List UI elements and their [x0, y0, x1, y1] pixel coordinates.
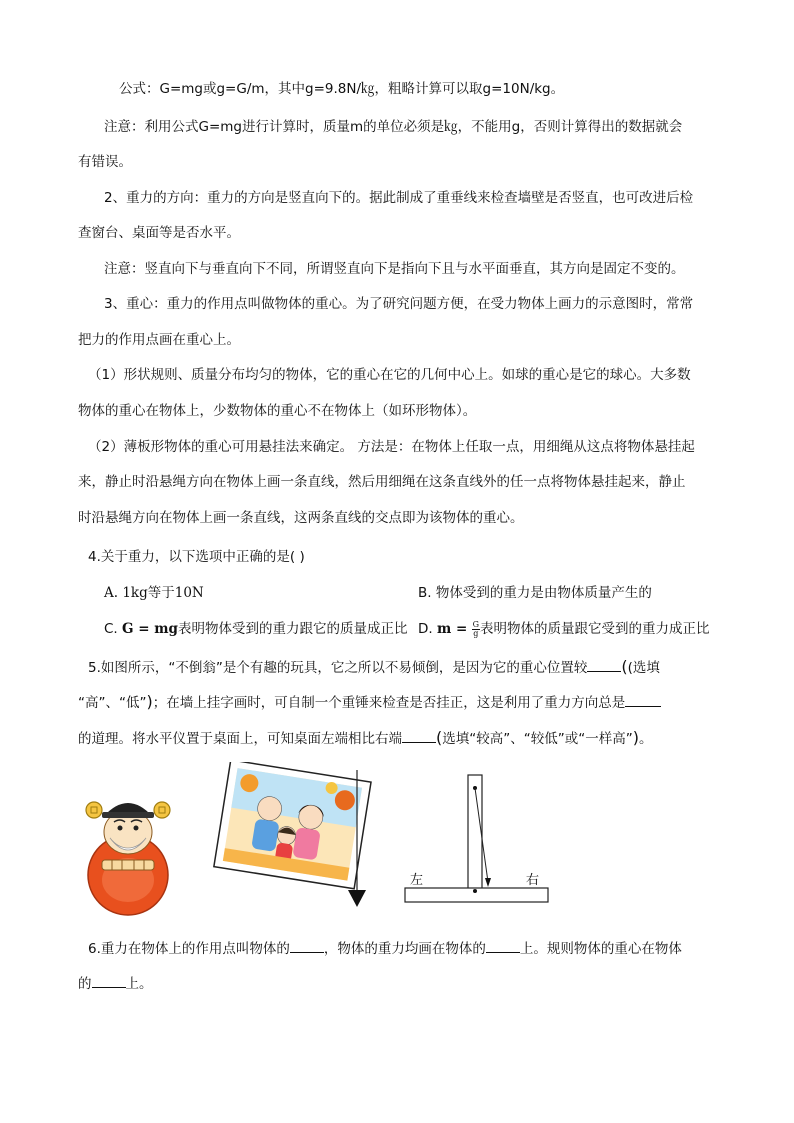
center-of-gravity: 3、重心：重力的作用点叫做物体的重心。为了研究问题方便，在受力物体上画力的示意图时，常常 — [104, 296, 694, 312]
q4-option-d[interactable] — [418, 619, 709, 639]
suspension-method-para: （2）薄板形物体的重心可用悬挂法来确定。 方法是：在物体上任取一点，用细绳从这点将物体悬挂起 — [88, 439, 695, 455]
q6-stem-2: ，物体的重力均画在物体的 — [323, 941, 486, 957]
q4-option-d-text: 表明物体的质量跟它受到的重力成正比 — [479, 621, 710, 637]
q5-paren-close-1: ) — [146, 692, 153, 711]
level-on-table-figure — [400, 770, 555, 910]
q6-stem-4: 的 — [78, 976, 92, 992]
q5-blank-3[interactable] — [402, 728, 436, 743]
q5-paren-open-3: ( — [436, 728, 443, 747]
q4-option-a[interactable]: A. 1kg等于10N — [104, 585, 204, 601]
gravity-direction-cont: 查窗台、桌面等是否水平。 — [78, 225, 240, 241]
q5-paren-open-1: ( — [621, 657, 628, 676]
level-upright — [468, 775, 482, 890]
note-mass-unit-cont: 有错误。 — [78, 154, 132, 170]
table-right-label: 右 — [526, 873, 540, 888]
q5-stem-3: 的道理。将水平仪置于桌面上，可知桌面左端相比右端 — [78, 731, 402, 747]
q6-stem-1: 6.重力在物体上的作用点叫物体的 — [88, 941, 290, 957]
formula-line: 公式：G=mg或g=G/m，其中g=9.8N/㎏，粗略计算可以取g=10N/kg。 — [119, 81, 565, 97]
q6-blank-3[interactable] — [92, 973, 126, 988]
q6-stem-3: 上。规则物体的重心在物体 — [519, 941, 682, 957]
q4-option-b[interactable]: B. 物体受到的重力是由物体质量产生的 — [418, 585, 652, 601]
hanging-picture-figure — [205, 762, 380, 917]
center-of-gravity-cont: 把力的作用点画在重心上。 — [78, 332, 240, 348]
suspension-method-para-3: 时沿悬绳方向在物体上画一条直线，这两条直线的交点即为该物体的重心。 — [78, 510, 524, 526]
q4-option-d-lhs: m = — [436, 621, 468, 637]
gravity-direction: 2、重力的方向：重力的方向是竖直向下的。据此制成了重垂线来检查墙壁是否竖直，也可改进后检 — [104, 190, 694, 206]
q5-line-2 — [78, 692, 661, 713]
q5-select-hint-3: 选填“较高”、“较低”或“一样高” — [442, 731, 633, 747]
q5-line-3: 的道理。将水平仪置于桌面上，可知桌面左端相比右端 (选填“较高”、“较低”或“一样高”)。 — [78, 728, 653, 747]
q6-blank-1[interactable] — [290, 938, 324, 953]
q6-stem-5: 上。 — [125, 976, 153, 992]
q6-line-1 — [88, 938, 682, 959]
q4-option-d-prefix: D. — [418, 621, 433, 637]
suspension-method-para-2: 来，静止时沿悬绳方向在物体上画一条直线，然后用细绳在这条直线外的任一点将物体悬挂起来，静止 — [78, 474, 686, 490]
q6-line-2 — [78, 973, 153, 994]
regular-shape-para: （1）形状规则、质量分布均匀的物体，它的重心在它的几何中心上。如球的重心是它的球心。大多数 — [88, 367, 691, 383]
q4-option-d-numerator: G — [472, 619, 479, 629]
q4-option-c-formula: G = mg — [122, 621, 178, 637]
q5-stem-2: ；在墙上挂字画时，可自制一个重锤来检查是否挂正，这是利用了重力方向总是 — [152, 695, 626, 711]
q4-stem: 4.关于重力，以下选项中正确的是( ) — [88, 549, 305, 565]
q4-option-c-prefix: C. — [104, 621, 118, 637]
plumb-weight — [348, 890, 366, 907]
q4-option-d-denominator: g — [473, 628, 479, 638]
q5-blank-2[interactable] — [625, 692, 661, 707]
q5-stem: 5.如图所示，“不倒翁”是个有趣的玩具，它之所以不易倾倒，是因为它的重心位置较 — [88, 660, 588, 676]
q5-select-hint: (选填 — [627, 660, 660, 676]
level-bob — [485, 878, 491, 887]
note-mass-unit: 注意：利用公式G=mg进行计算时，质量m的单位必须是㎏，不能用g，否则计算得出的数据就会 — [104, 119, 683, 135]
q4-option-c-text: 表明物体受到的重力跟它的质量成正比 — [177, 621, 408, 637]
note-vertical: 注意：竖直向下与垂直向下不同，所谓竖直向下是指向下且与水平面垂直，其方向是固定不变的。 — [104, 261, 685, 277]
q6-blank-2[interactable] — [486, 938, 520, 953]
q5-options-high-low: “高”、“低” — [78, 695, 147, 711]
table-left-label: 左 — [410, 873, 424, 888]
q4-option-c[interactable] — [104, 619, 407, 639]
q5-line-1 — [88, 657, 660, 678]
q5-paren-close-3: ) — [632, 728, 639, 747]
q5-blank-1[interactable] — [587, 657, 621, 672]
regular-shape-para-cont: 物体的重心在物体上，少数物体的重心不在物体上（如环形物体）。 — [78, 403, 477, 419]
tumbler-toy-figure — [78, 790, 178, 922]
